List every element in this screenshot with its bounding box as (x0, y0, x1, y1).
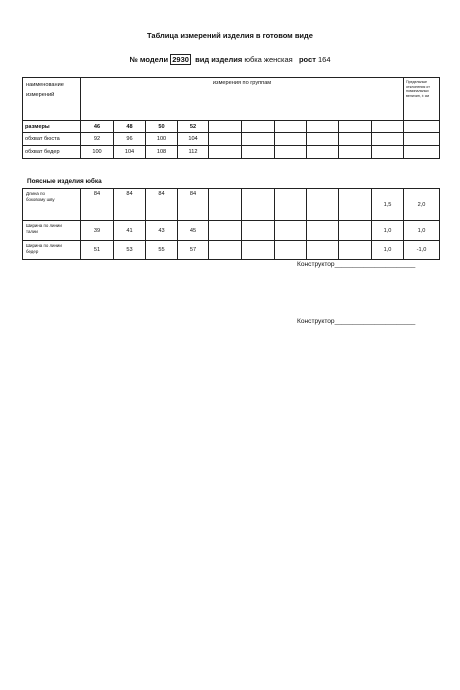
group-header: измерения по группам (81, 78, 404, 121)
empty-cell (307, 241, 339, 260)
empty-cell (209, 221, 242, 241)
value-cell: 92 (81, 133, 114, 146)
row-label-bust: обхват бюста (23, 133, 81, 146)
tolerance-cell: 1,0 (372, 241, 404, 260)
tolerance-cell: 1,0 (404, 221, 440, 241)
empty-cell (275, 133, 307, 146)
value-cell: 96 (114, 133, 146, 146)
value-cell: 55 (146, 241, 178, 260)
empty-cell (242, 121, 275, 133)
empty-cell (404, 121, 440, 133)
row-label-line: талии (26, 229, 38, 235)
empty-cell (209, 189, 242, 221)
value-cell: 100 (146, 133, 178, 146)
document-title: Таблица измерений изделия в готовом виде (147, 31, 313, 40)
measurements-table (22, 77, 440, 159)
model-label: № модели (129, 55, 169, 64)
empty-cell (339, 146, 372, 159)
value-cell: 84 (146, 189, 178, 221)
empty-cell (242, 133, 275, 146)
row-label-line: Ширина по линии (26, 243, 62, 248)
value-cell: 39 (81, 221, 114, 241)
constructor-signature-1: Конструктор______________________ (297, 261, 416, 268)
row-label-line: бедер (26, 249, 39, 255)
size-48: 48 (114, 121, 146, 133)
empty-cell (307, 189, 339, 221)
empty-cell (275, 146, 307, 159)
size-52: 52 (178, 121, 209, 133)
value-cell: 112 (178, 146, 209, 159)
value-cell: 100 (81, 146, 114, 159)
empty-cell (275, 221, 307, 241)
tolerance-cell: 1,5 (372, 189, 404, 221)
name-header-cell (23, 78, 81, 121)
value-cell: 53 (114, 241, 146, 260)
skirt-table (22, 188, 440, 260)
type-value: юбка женская (244, 55, 293, 64)
value-cell: 84 (178, 189, 209, 221)
empty-cell (372, 146, 404, 159)
value-cell: 104 (178, 133, 209, 146)
empty-cell (209, 146, 242, 159)
row-label-hip-width (23, 241, 81, 260)
empty-cell (209, 241, 242, 260)
empty-cell (339, 221, 372, 241)
empty-cell (339, 121, 372, 133)
name-header-line1: наименование (26, 82, 64, 88)
model-line (0, 54, 460, 65)
table-row (23, 221, 440, 241)
height-label: рост (298, 55, 316, 64)
row-label-waist-width (23, 221, 81, 241)
empty-cell (242, 146, 275, 159)
empty-cell (307, 121, 339, 133)
row-label-line: Ширина по линии (26, 223, 62, 228)
row-label-hips: обхват бедер (23, 146, 81, 159)
value-cell: 57 (178, 241, 209, 260)
empty-cell (242, 221, 275, 241)
row-label-line: Длина по (26, 191, 45, 196)
value-cell: 45 (178, 221, 209, 241)
type-label: вид изделия (195, 55, 243, 64)
tolerance-cell: -1,0 (404, 241, 440, 260)
table-row (23, 133, 440, 146)
name-header-line2: измерений (26, 92, 55, 98)
row-label-side-length (23, 189, 81, 221)
constructor-signature-2: Конструктор______________________ (297, 318, 416, 325)
tolerance-cell: 1,0 (372, 221, 404, 241)
empty-cell (275, 241, 307, 260)
value-cell: 51 (81, 241, 114, 260)
height-value: 164 (317, 55, 331, 64)
value-cell: 43 (146, 221, 178, 241)
empty-cell (242, 241, 275, 260)
empty-cell (372, 121, 404, 133)
value-cell: 104 (114, 146, 146, 159)
tolerance-cell: 2,0 (404, 189, 440, 221)
table-row (23, 189, 440, 221)
empty-cell (339, 189, 372, 221)
empty-cell (339, 133, 372, 146)
table-row (23, 241, 440, 260)
empty-cell (242, 189, 275, 221)
value-cell: 84 (114, 189, 146, 221)
size-50: 50 (146, 121, 178, 133)
size-46: 46 (81, 121, 114, 133)
value-cell: 41 (114, 221, 146, 241)
empty-cell (307, 221, 339, 241)
empty-cell (275, 189, 307, 221)
empty-cell (404, 133, 440, 146)
sizes-label: размеры (23, 121, 81, 133)
empty-cell (209, 121, 242, 133)
tolerance-header: Предельные отклонения от номинальных величин, ± см (404, 78, 440, 121)
empty-cell (275, 121, 307, 133)
empty-cell (339, 241, 372, 260)
section-title: Поясные изделия юбка (27, 178, 102, 185)
value-cell: 108 (146, 146, 178, 159)
empty-cell (307, 146, 339, 159)
row-label-line: боковому шву (26, 197, 55, 203)
empty-cell (209, 133, 242, 146)
table-row (23, 146, 440, 159)
value-cell: 84 (81, 189, 114, 221)
empty-cell (372, 133, 404, 146)
empty-cell (404, 146, 440, 159)
empty-cell (307, 133, 339, 146)
model-number-box: 2930 (172, 55, 189, 64)
